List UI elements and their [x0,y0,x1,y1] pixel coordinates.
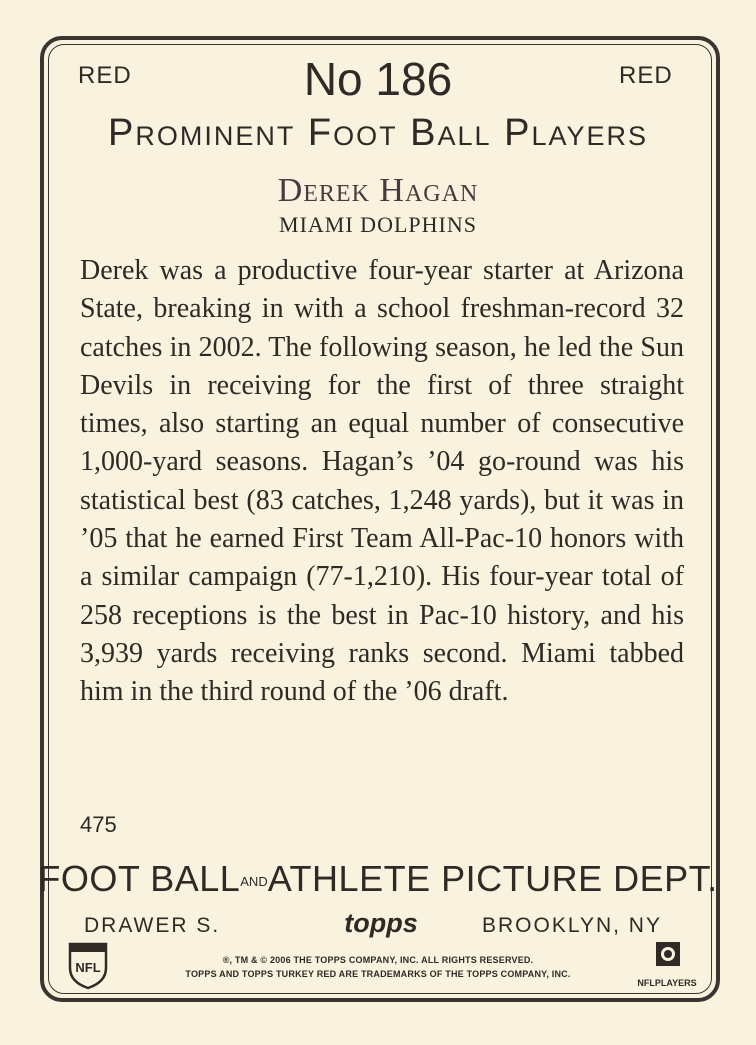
corner-label-right: RED [619,62,673,89]
dept-part-1: FOOT BALL [38,858,241,899]
corner-label-left: RED [78,62,132,89]
drawer-label: DRAWER S. [84,914,221,937]
department-line [0,858,756,900]
nflplayers-logo [634,940,700,992]
card-code: 475 [80,812,117,837]
dept-part-2: ATHLETE PICTURE DEPT. [267,858,718,899]
dept-and: AND [240,873,268,889]
nflplayers-logo-text: NFLPLAYERS [637,978,697,988]
nfl-shield-text: NFL [75,960,101,975]
topps-logo-text: topps [344,908,418,938]
nfl-shield-icon [66,940,110,990]
player-name: Derek Hagan [277,172,479,209]
legal-line-1: ®, TM & © 2006 THE TOPPS COMPANY, INC. ALL RIGHTS RESERVED. [222,955,534,965]
location-label: BROOKLYN, NY [482,914,662,937]
series-title: Prominent Foot Ball Players [108,112,648,154]
player-bio: Derek was a productive four-year starter at Arizona State, breaking in with a school freshman-record 32 catches in 2002. The following season, he led the Sun Devils in receiving for the first of three straight times, also starting an equal number of consecutive 1,000-yard seasons. Hagan’s ’04 go-round was his statistical best (83 catches, 1,248 yards), but it was in ’05 that he earned First Team All-Pac-10 honors with a similar campaign (77-1,210). His four-year total of 258 receptions is the best in Pac-10 history, and his 3,939 yards receiving ranks second. Miami tabbed him in the third round of the ’06 draft. [80,255,684,708]
topps-logo [344,906,418,940]
card-number-title: No 186 [303,53,453,105]
team-name: MIAMI DOLPHINS [279,212,477,237]
legal-line-2: TOPPS AND TOPPS TURKEY RED ARE TRADEMARKS OF THE TOPPS COMPANY, INC. [185,969,571,979]
